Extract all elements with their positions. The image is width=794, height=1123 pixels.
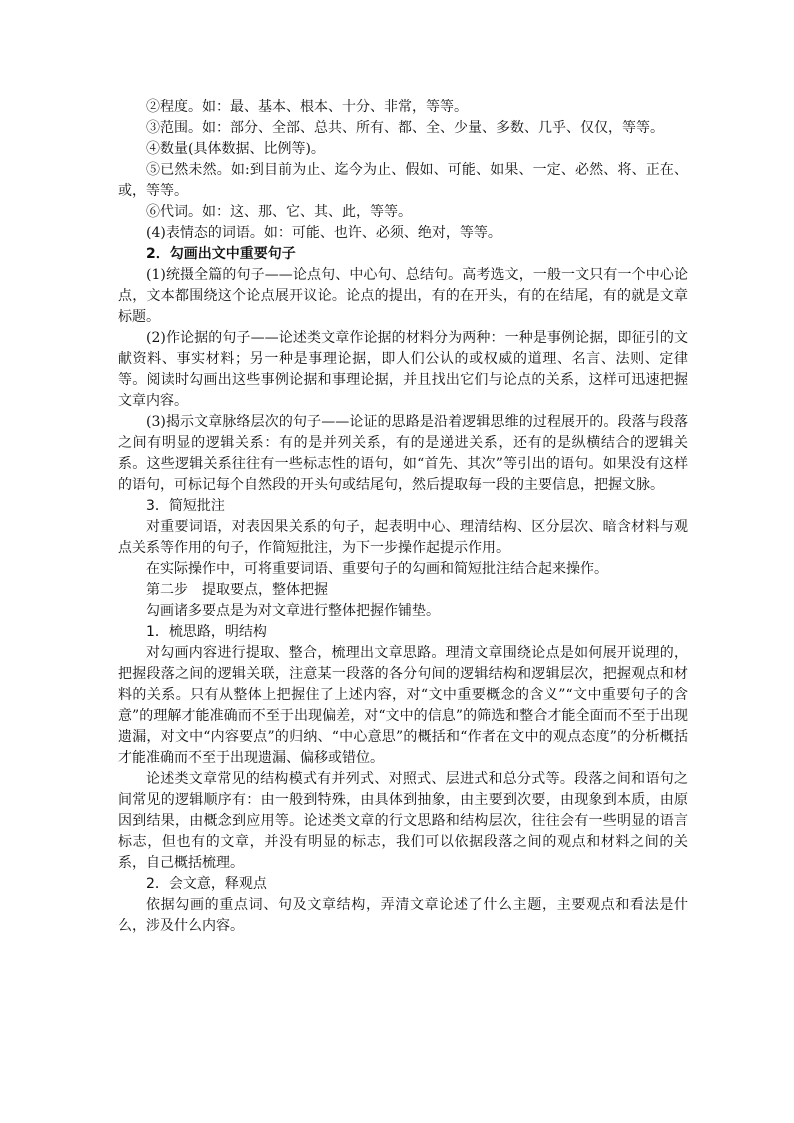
paragraph-practice: 在实际操作中，可将重要词语、重要句子的勾画和简短批注结合起来操作。: [146, 561, 608, 577]
heading-annotation: 3．简短批注: [146, 498, 225, 514]
paragraph-evidence-sentences: (2)作论据的句子——论述类文章作论据的材料分为两种：一种是事例论据，即征引的文献资料、事实材料；另一种是事理论据，即人们公认的或权威的道理、名言、法则、定律等。阅读时勾画出这些事例论据和事理论据，并且找出它们与论点的关系，这样可迅速把握文章内容。: [118, 330, 688, 409]
heading-structure: 1．梳思路，明结构: [146, 624, 267, 640]
paragraph-pronoun: ⑥代词。如：这、那、它、其、此，等等。: [146, 204, 412, 220]
paragraph-modality: (4)表情态的词语。如：可能、也许、必须、绝对，等等。: [146, 225, 502, 241]
paragraph-step-two-intro: 勾画诸多要点是为对文章进行整体把握作铺垫。: [146, 603, 440, 619]
paragraph-annotation: 对重要词语，对表因果关系的句子，起表明中心、理清结构、区分层次、暗含材料与观点关系等作用的句子，作简短批注，为下一步操作起提示作用。: [118, 519, 688, 556]
heading-meaning: 2．会文意，释观点: [146, 876, 267, 892]
paragraph-quantity: ④数量(具体数据、比例等)。: [146, 141, 325, 157]
paragraph-structure-sentences: (3)揭示文章脉络层次的句子——论证的思路是沿着逻辑思维的过程展开的。段落与段落之间有明显的逻辑关系：有的是并列关系，有的是递进关系，还有的是纵横结合的逻辑关系。这些逻辑关系往往有一些标志性的语句，如“首先、其次”等引出的语句。如果没有这样的语句，可标记每个自然段的开头句或结尾句，然后提取每一段的主要信息，把握文脉。: [118, 414, 688, 493]
heading-step-two: 第二步 提取要点，整体把握: [146, 582, 328, 598]
paragraph-structure: 对勾画内容进行提取、整合，梳理出文章思路。理清文章围绕论点是如何展开说理的，把握段落之间的逻辑关联，注意某一段落的各分句间的逻辑结构和逻辑层次，把握观点和材料的关系。只有从整体上把握住了上述内容，对“文中重要概念的含义”“文中重要句子的含意”的理解才能准确而不至于出现偏差，对“文中的信息”的筛选和整合才能全面而不至于出现遗漏，对文中“内容要点”的归纳、“中心意思”的概括和“作者在文中的观点态度”的分析概括才能准确而不至于出现遗漏、偏移或错位。: [118, 645, 688, 766]
document-body: [118, 97, 688, 937]
heading-key-sentences: 2．勾画出文中重要句子: [146, 246, 296, 262]
paragraph-scope: ③范围。如：部分、全部、总共、所有、都、全、少量、多数、几乎、仅仅，等等。: [146, 120, 664, 136]
paragraph-meaning: 依据勾画的重点词、句及文章结构，弄清文章论述了什么主题，主要观点和看法是什么，涉及什么内容。: [118, 897, 688, 934]
paragraph-thesis-sentences: (1)统摄全篇的句子——论点句、中心句、总结句。高考选文，一般一文只有一个中心论点，文本都围绕这个论点展开议论。论点的提出，有的在开头，有的在结尾，有的就是文章标题。: [118, 267, 688, 325]
paragraph-degree: ②程度。如：最、基本、根本、十分、非常，等等。: [146, 99, 468, 115]
paragraph-structure-patterns: 论述类文章常见的结构模式有并列式、对照式、层进式和总分式等。段落之间和语句之间常见的逻辑顺序有：由一般到特殊，由具体到抽象，由主要到次要，由现象到本质，由原因到结果，由概念到应用等。论述类文章的行文思路和结构层次，往往会有一些明显的语言标志，但也有的文章，并没有明显的标志，我们可以依据段落之间的观点和材料之间的关系，自己概括梳理。: [118, 771, 688, 871]
paragraph-tense: ⑤已然未然。如:到目前为止、迄今为止、假如、可能、如果、一定、必然、将、正在、或，等等。: [118, 162, 688, 199]
